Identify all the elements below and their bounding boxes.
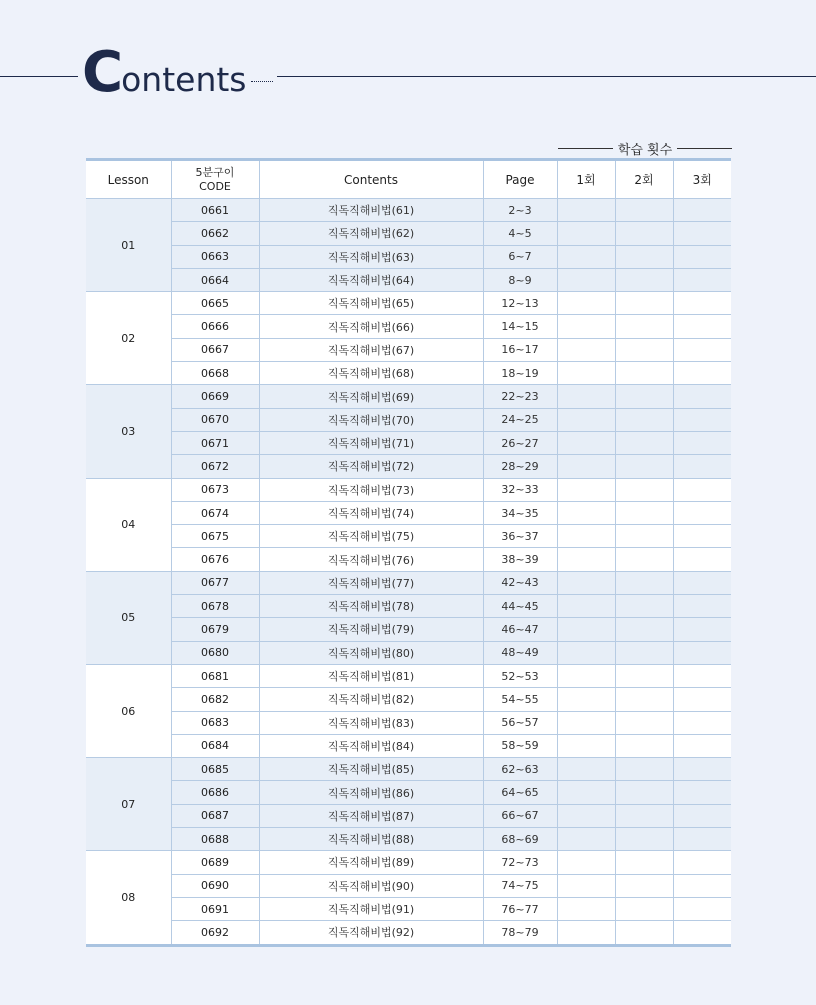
- page-cell: 44~45: [483, 595, 557, 618]
- table-row: [86, 245, 731, 268]
- page-cell: 4~5: [483, 222, 557, 245]
- lesson-number: 07: [86, 758, 171, 851]
- code-cell: 0687: [171, 804, 259, 827]
- content-cell: 직독직해비법(87): [259, 804, 483, 827]
- table-row: [86, 338, 731, 361]
- content-cell: 직독직해비법(75): [259, 525, 483, 548]
- page-cell: 14~15: [483, 315, 557, 338]
- code-cell: 0683: [171, 711, 259, 734]
- page-cell: 28~29: [483, 455, 557, 478]
- study-round-1-cell[interactable]: [557, 548, 615, 571]
- content-cell: 직독직해비법(61): [259, 199, 483, 222]
- code-cell: 0678: [171, 595, 259, 618]
- page-cell: 8~9: [483, 268, 557, 291]
- study-round-3-cell[interactable]: [673, 268, 731, 291]
- content-cell: 직독직해비법(68): [259, 362, 483, 385]
- table-row: [86, 571, 731, 594]
- study-round-2-cell[interactable]: [615, 851, 673, 874]
- code-cell: 0662: [171, 222, 259, 245]
- study-round-1-cell[interactable]: [557, 641, 615, 664]
- content-cell: 직독직해비법(86): [259, 781, 483, 804]
- page-cell: 46~47: [483, 618, 557, 641]
- code-cell: 0689: [171, 851, 259, 874]
- study-round-3-cell[interactable]: [673, 455, 731, 478]
- code-cell: 0669: [171, 385, 259, 408]
- lesson-number: 06: [86, 664, 171, 757]
- study-round-3-cell[interactable]: [673, 781, 731, 804]
- title-dotted-rule: [251, 81, 273, 82]
- study-round-3-cell[interactable]: [673, 571, 731, 594]
- table-row: [86, 828, 731, 851]
- page-cell: 66~67: [483, 804, 557, 827]
- code-cell: 0664: [171, 268, 259, 291]
- study-round-3-cell[interactable]: [673, 874, 731, 897]
- study-round-3-cell[interactable]: [673, 664, 731, 687]
- page-cell: 56~57: [483, 711, 557, 734]
- content-cell: 직독직해비법(81): [259, 664, 483, 687]
- page-cell: 64~65: [483, 781, 557, 804]
- lesson-number: 04: [86, 478, 171, 571]
- study-round-1-cell[interactable]: [557, 618, 615, 641]
- table-row: [86, 362, 731, 385]
- content-cell: 직독직해비법(90): [259, 874, 483, 897]
- page-cell: 68~69: [483, 828, 557, 851]
- study-round-2-cell[interactable]: [615, 268, 673, 291]
- study-round-2-cell[interactable]: [615, 385, 673, 408]
- code-cell: 0684: [171, 734, 259, 757]
- study-round-3-cell[interactable]: [673, 362, 731, 385]
- code-cell: 0680: [171, 641, 259, 664]
- table-row: [86, 618, 731, 641]
- code-cell: 0674: [171, 501, 259, 524]
- study-round-2-cell[interactable]: [615, 501, 673, 524]
- code-cell: 0670: [171, 408, 259, 431]
- study-round-1-cell[interactable]: [557, 501, 615, 524]
- page-cell: 42~43: [483, 571, 557, 594]
- header-code-line2: CODE: [199, 179, 231, 193]
- table-row: [86, 664, 731, 687]
- study-round-2-cell[interactable]: [615, 804, 673, 827]
- study-round-3-cell[interactable]: [673, 711, 731, 734]
- study-round-1-cell[interactable]: [557, 804, 615, 827]
- lesson-number: 02: [86, 292, 171, 385]
- study-round-3-cell[interactable]: [673, 595, 731, 618]
- table-row: [86, 199, 731, 222]
- study-round-1-cell[interactable]: [557, 525, 615, 548]
- study-round-3-cell[interactable]: [673, 548, 731, 571]
- header-contents: Contents: [259, 160, 483, 199]
- study-round-3-cell[interactable]: [673, 315, 731, 338]
- table-row: [86, 408, 731, 431]
- study-round-3-cell[interactable]: [673, 921, 731, 945]
- study-round-3-cell[interactable]: [673, 618, 731, 641]
- content-cell: 직독직해비법(92): [259, 921, 483, 945]
- study-round-3-cell[interactable]: [673, 734, 731, 757]
- study-round-1-cell[interactable]: [557, 292, 615, 315]
- page-title-rest: ontents: [121, 60, 247, 99]
- content-cell: 직독직해비법(76): [259, 548, 483, 571]
- study-round-2-cell[interactable]: [615, 292, 673, 315]
- page-cell: 58~59: [483, 734, 557, 757]
- code-cell: 0679: [171, 618, 259, 641]
- table-row: [86, 688, 731, 711]
- study-round-2-cell[interactable]: [615, 734, 673, 757]
- study-round-2-cell[interactable]: [615, 222, 673, 245]
- page-cell: 52~53: [483, 664, 557, 687]
- study-round-1-cell[interactable]: [557, 315, 615, 338]
- study-round-3-cell[interactable]: [673, 222, 731, 245]
- table-row: [86, 455, 731, 478]
- code-cell: 0685: [171, 758, 259, 781]
- study-round-1-cell[interactable]: [557, 711, 615, 734]
- code-cell: 0682: [171, 688, 259, 711]
- study-round-3-cell[interactable]: [673, 408, 731, 431]
- page-cell: 18~19: [483, 362, 557, 385]
- study-round-3-cell[interactable]: [673, 525, 731, 548]
- study-round-1-cell[interactable]: [557, 851, 615, 874]
- table-row: [86, 292, 731, 315]
- study-count-rule-left: [558, 148, 613, 149]
- study-round-2-cell[interactable]: [615, 315, 673, 338]
- study-round-2-cell[interactable]: [615, 338, 673, 361]
- code-cell: 0671: [171, 431, 259, 454]
- page-cell: 12~13: [483, 292, 557, 315]
- code-cell: 0663: [171, 245, 259, 268]
- header-round-3: 3회: [673, 160, 731, 199]
- study-round-2-cell[interactable]: [615, 548, 673, 571]
- code-cell: 0676: [171, 548, 259, 571]
- study-count-heading: [558, 138, 732, 158]
- study-round-3-cell[interactable]: [673, 431, 731, 454]
- study-round-2-cell[interactable]: [615, 828, 673, 851]
- table-row: [86, 734, 731, 757]
- code-cell: 0672: [171, 455, 259, 478]
- study-round-1-cell[interactable]: [557, 199, 615, 222]
- page-cell: 22~23: [483, 385, 557, 408]
- content-cell: 직독직해비법(71): [259, 431, 483, 454]
- code-cell: 0661: [171, 199, 259, 222]
- code-cell: 0673: [171, 478, 259, 501]
- header-code-line1: 5분구이: [195, 165, 235, 179]
- page-cell: 72~73: [483, 851, 557, 874]
- code-cell: 0675: [171, 525, 259, 548]
- study-round-1-cell[interactable]: [557, 688, 615, 711]
- table-row: [86, 525, 731, 548]
- table-row: [86, 222, 731, 245]
- content-cell: 직독직해비법(89): [259, 851, 483, 874]
- study-round-1-cell[interactable]: [557, 595, 615, 618]
- table-row: [86, 385, 731, 408]
- content-cell: 직독직해비법(64): [259, 268, 483, 291]
- page-cell: 6~7: [483, 245, 557, 268]
- content-cell: 직독직해비법(84): [259, 734, 483, 757]
- page-cell: 48~49: [483, 641, 557, 664]
- table-row: [86, 874, 731, 897]
- contents-table-body: [86, 199, 731, 946]
- header-row: [86, 160, 731, 199]
- page-cell: 62~63: [483, 758, 557, 781]
- table-row: [86, 921, 731, 945]
- content-cell: 직독직해비법(72): [259, 455, 483, 478]
- lesson-number: 01: [86, 199, 171, 292]
- code-cell: 0668: [171, 362, 259, 385]
- table-row: [86, 897, 731, 920]
- study-count-rule-right: [677, 148, 732, 149]
- study-round-3-cell[interactable]: [673, 758, 731, 781]
- study-round-1-cell[interactable]: [557, 385, 615, 408]
- content-cell: 직독직해비법(78): [259, 595, 483, 618]
- page-cell: 2~3: [483, 199, 557, 222]
- content-cell: 직독직해비법(82): [259, 688, 483, 711]
- table-row: [86, 478, 731, 501]
- study-round-2-cell[interactable]: [615, 897, 673, 920]
- page-cell: 78~79: [483, 921, 557, 945]
- study-round-2-cell[interactable]: [615, 362, 673, 385]
- header-lesson: Lesson: [86, 160, 171, 199]
- study-round-1-cell[interactable]: [557, 245, 615, 268]
- content-cell: 직독직해비법(88): [259, 828, 483, 851]
- study-round-3-cell[interactable]: [673, 851, 731, 874]
- study-round-1-cell[interactable]: [557, 874, 615, 897]
- study-round-1-cell[interactable]: [557, 455, 615, 478]
- study-round-2-cell[interactable]: [615, 245, 673, 268]
- content-cell: 직독직해비법(65): [259, 292, 483, 315]
- study-round-3-cell[interactable]: [673, 338, 731, 361]
- study-round-2-cell[interactable]: [615, 571, 673, 594]
- study-round-1-cell[interactable]: [557, 758, 615, 781]
- study-round-3-cell[interactable]: [673, 828, 731, 851]
- study-count-label: 학습 횟수: [617, 142, 673, 158]
- contents-table: [86, 158, 731, 947]
- study-round-1-cell[interactable]: [557, 408, 615, 431]
- page-cell: 32~33: [483, 478, 557, 501]
- table-row: [86, 641, 731, 664]
- content-cell: 직독직해비법(66): [259, 315, 483, 338]
- study-round-2-cell[interactable]: [615, 664, 673, 687]
- study-round-2-cell[interactable]: [615, 618, 673, 641]
- table-row: [86, 595, 731, 618]
- table-row: [86, 501, 731, 524]
- header-page: Page: [483, 160, 557, 199]
- study-round-3-cell[interactable]: [673, 245, 731, 268]
- study-round-2-cell[interactable]: [615, 758, 673, 781]
- page-cell: 54~55: [483, 688, 557, 711]
- study-round-2-cell[interactable]: [615, 199, 673, 222]
- content-cell: 직독직해비법(73): [259, 478, 483, 501]
- study-round-2-cell[interactable]: [615, 781, 673, 804]
- page-cell: 34~35: [483, 501, 557, 524]
- study-round-1-cell[interactable]: [557, 734, 615, 757]
- page-cell: 38~39: [483, 548, 557, 571]
- content-cell: 직독직해비법(70): [259, 408, 483, 431]
- study-round-1-cell[interactable]: [557, 431, 615, 454]
- study-round-2-cell[interactable]: [615, 455, 673, 478]
- study-round-3-cell[interactable]: [673, 385, 731, 408]
- lesson-number: 08: [86, 851, 171, 945]
- table-row: [86, 315, 731, 338]
- content-cell: 직독직해비법(74): [259, 501, 483, 524]
- table-row: [86, 758, 731, 781]
- table-row: [86, 781, 731, 804]
- table-row: [86, 431, 731, 454]
- study-round-2-cell[interactable]: [615, 595, 673, 618]
- study-round-1-cell[interactable]: [557, 571, 615, 594]
- study-round-2-cell[interactable]: [615, 921, 673, 945]
- content-cell: 직독직해비법(67): [259, 338, 483, 361]
- header-code: [171, 160, 259, 199]
- study-round-3-cell[interactable]: [673, 688, 731, 711]
- study-round-2-cell[interactable]: [615, 431, 673, 454]
- code-cell: 0666: [171, 315, 259, 338]
- code-cell: 0688: [171, 828, 259, 851]
- page-title: [78, 40, 277, 105]
- study-round-1-cell[interactable]: [557, 921, 615, 945]
- study-round-1-cell[interactable]: [557, 222, 615, 245]
- study-round-2-cell[interactable]: [615, 478, 673, 501]
- page-cell: 36~37: [483, 525, 557, 548]
- study-round-2-cell[interactable]: [615, 641, 673, 664]
- study-round-1-cell[interactable]: [557, 897, 615, 920]
- study-round-1-cell[interactable]: [557, 362, 615, 385]
- page-cell: 76~77: [483, 897, 557, 920]
- study-round-2-cell[interactable]: [615, 408, 673, 431]
- study-round-3-cell[interactable]: [673, 641, 731, 664]
- study-round-3-cell[interactable]: [673, 804, 731, 827]
- content-cell: 직독직해비법(79): [259, 618, 483, 641]
- code-cell: 0691: [171, 897, 259, 920]
- code-cell: 0677: [171, 571, 259, 594]
- header-round-2: 2회: [615, 160, 673, 199]
- study-round-3-cell[interactable]: [673, 292, 731, 315]
- page-cell: 16~17: [483, 338, 557, 361]
- study-round-2-cell[interactable]: [615, 525, 673, 548]
- study-round-2-cell[interactable]: [615, 688, 673, 711]
- study-round-3-cell[interactable]: [673, 501, 731, 524]
- code-cell: 0690: [171, 874, 259, 897]
- table-row: [86, 851, 731, 874]
- study-round-2-cell[interactable]: [615, 711, 673, 734]
- content-cell: 직독직해비법(77): [259, 571, 483, 594]
- study-round-1-cell[interactable]: [557, 478, 615, 501]
- code-cell: 0667: [171, 338, 259, 361]
- code-cell: 0681: [171, 664, 259, 687]
- content-cell: 직독직해비법(83): [259, 711, 483, 734]
- code-cell: 0686: [171, 781, 259, 804]
- study-round-1-cell[interactable]: [557, 664, 615, 687]
- table-row: [86, 711, 731, 734]
- header-round-1: 1회: [557, 160, 615, 199]
- study-round-2-cell[interactable]: [615, 874, 673, 897]
- study-round-1-cell[interactable]: [557, 338, 615, 361]
- table-row: [86, 804, 731, 827]
- content-cell: 직독직해비법(69): [259, 385, 483, 408]
- page-cell: 26~27: [483, 431, 557, 454]
- study-round-3-cell[interactable]: [673, 199, 731, 222]
- lesson-number: 05: [86, 571, 171, 664]
- study-round-1-cell[interactable]: [557, 268, 615, 291]
- study-round-1-cell[interactable]: [557, 781, 615, 804]
- page-cell: 74~75: [483, 874, 557, 897]
- page-cell: 24~25: [483, 408, 557, 431]
- content-cell: 직독직해비법(80): [259, 641, 483, 664]
- page-title-initial: C: [82, 40, 124, 105]
- content-cell: 직독직해비법(63): [259, 245, 483, 268]
- study-round-3-cell[interactable]: [673, 897, 731, 920]
- code-cell: 0692: [171, 921, 259, 945]
- lesson-number: 03: [86, 385, 171, 478]
- content-cell: 직독직해비법(85): [259, 758, 483, 781]
- study-round-1-cell[interactable]: [557, 828, 615, 851]
- study-round-3-cell[interactable]: [673, 478, 731, 501]
- code-cell: 0665: [171, 292, 259, 315]
- table-row: [86, 268, 731, 291]
- table-row: [86, 548, 731, 571]
- content-cell: 직독직해비법(91): [259, 897, 483, 920]
- content-cell: 직독직해비법(62): [259, 222, 483, 245]
